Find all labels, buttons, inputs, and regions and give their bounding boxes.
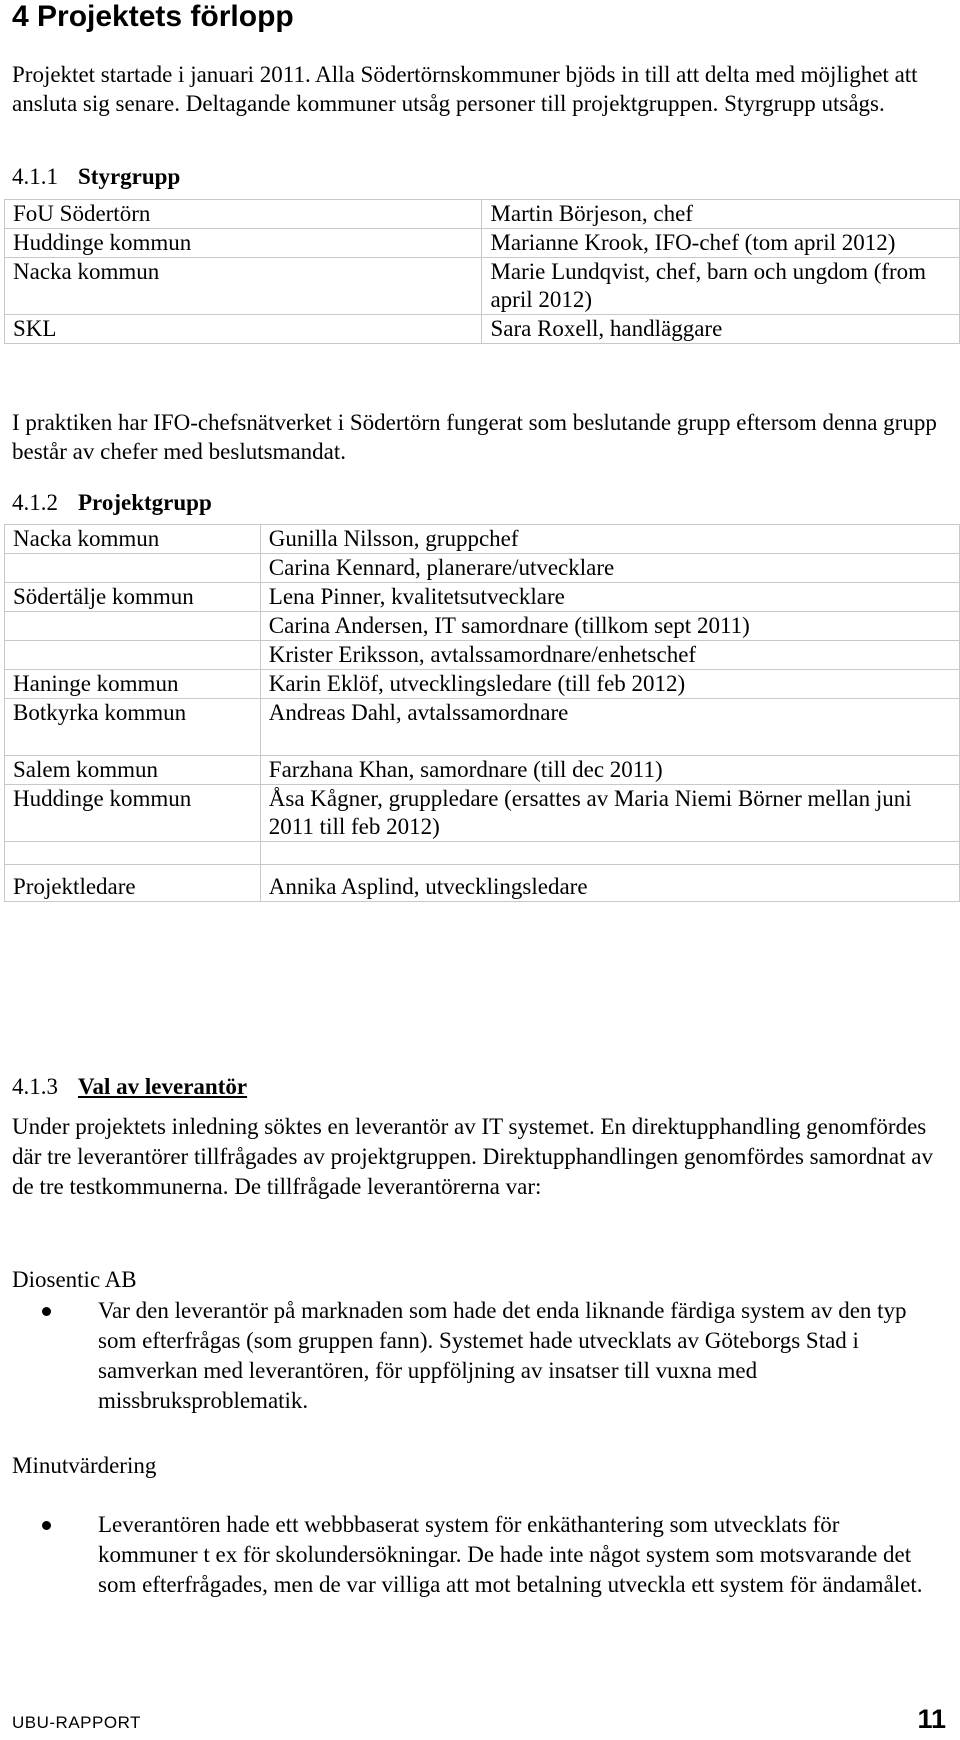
person-cell: Farzhana Khan, samordnare (till dec 2011) bbox=[260, 756, 959, 785]
styrgrupp-number: 4.1.1 bbox=[12, 164, 58, 189]
vendor-description: Var den leverantör på marknaden som hade det enda liknande färdiga system av den typ som efterfrågas (som gruppen fann). Systemet hade utvecklats av Göteborgs Stad i samverkan med leverantören, för uppföljning av insatser till vuxna med missbruksproblematik. bbox=[98, 1298, 907, 1413]
person-cell: Annika Asplind, utvecklingsledare bbox=[260, 865, 959, 902]
list-item bbox=[42, 1510, 942, 1600]
table-row bbox=[5, 315, 960, 344]
projektgrupp-table bbox=[4, 524, 960, 902]
person-cell: Marianne Krook, IFO-chef (tom april 2012) bbox=[482, 229, 960, 258]
projektgrupp-number: 4.1.2 bbox=[12, 490, 58, 515]
table-row bbox=[5, 699, 960, 756]
table-row bbox=[5, 229, 960, 258]
table-row bbox=[5, 842, 960, 865]
vendor-bullet-list bbox=[42, 1296, 942, 1416]
person-cell: Gunilla Nilsson, gruppchef bbox=[260, 525, 959, 554]
section-title: 4 Projektets förlopp bbox=[12, 0, 294, 33]
table-row bbox=[5, 785, 960, 842]
org-cell: Nacka kommun bbox=[5, 258, 482, 315]
vendor-name: Diosentic AB bbox=[12, 1267, 137, 1292]
person-cell bbox=[260, 842, 959, 865]
person-cell: Andreas Dahl, avtalssamordnare bbox=[260, 699, 959, 756]
page-number: 11 bbox=[917, 1704, 946, 1734]
styrgrupp-heading bbox=[12, 162, 180, 191]
styrgrupp-table bbox=[4, 199, 960, 344]
org-cell bbox=[5, 842, 261, 865]
vendor-bullet-list bbox=[42, 1510, 942, 1600]
org-cell bbox=[5, 641, 261, 670]
styrgrupp-title: Styrgrupp bbox=[78, 164, 181, 189]
vendor-name: Minutvärdering bbox=[12, 1453, 157, 1478]
list-item bbox=[42, 1296, 942, 1416]
leverantor-intro: Under projektets inledning söktes en leverantör av IT systemet. En direktupphandling genomfördes där tre leverantörer tillfrågades av projektgruppen. Direktupphandlingen genomfördes samordnat av de tre testkommunerna. De tillfrågade leverantörerna var: bbox=[12, 1114, 933, 1199]
person-cell: Carina Andersen, IT samordnare (tillkom sept 2011) bbox=[260, 612, 959, 641]
org-cell: Nacka kommun bbox=[5, 525, 261, 554]
person-cell: Carina Kennard, planerare/utvecklare bbox=[260, 554, 959, 583]
org-cell: Huddinge kommun bbox=[5, 785, 261, 842]
org-cell: Botkyrka kommun bbox=[5, 699, 261, 756]
bullet-icon bbox=[42, 1307, 51, 1316]
person-cell: Sara Roxell, handläggare bbox=[482, 315, 960, 344]
person-cell: Lena Pinner, kvalitetsutvecklare bbox=[260, 583, 959, 612]
leverantor-heading bbox=[12, 1072, 247, 1101]
org-cell: SKL bbox=[5, 315, 482, 344]
person-cell: Åsa Kågner, gruppledare (ersattes av Maria Niemi Börner mellan juni 2011 till feb 2012) bbox=[260, 785, 959, 842]
projektgrupp-title: Projektgrupp bbox=[78, 490, 212, 515]
person-cell: Krister Eriksson, avtalssamordnare/enhetschef bbox=[260, 641, 959, 670]
table-row bbox=[5, 525, 960, 554]
vendor-description: Leverantören hade ett webbbaserat system för enkäthantering som utvecklats för kommuner t ex för skolundersökningar. De hade inte något system som motsvarande det som efterfrågades, men de var villiga att mot betalning utveckla ett system för ändamålet. bbox=[98, 1512, 923, 1597]
table-row bbox=[5, 583, 960, 612]
table-row bbox=[5, 670, 960, 699]
person-cell: Karin Eklöf, utvecklingsledare (till feb 2012) bbox=[260, 670, 959, 699]
table-row bbox=[5, 756, 960, 785]
org-cell bbox=[5, 554, 261, 583]
leverantor-title: Val av leverantör bbox=[78, 1074, 248, 1099]
org-cell: Salem kommun bbox=[5, 756, 261, 785]
person-cell: Martin Börjeson, chef bbox=[482, 200, 960, 229]
footer-report-name: UBU-RAPPORT bbox=[12, 1713, 141, 1732]
table-row bbox=[5, 200, 960, 229]
table-row bbox=[5, 612, 960, 641]
bullet-icon bbox=[42, 1521, 51, 1530]
projektgrupp-heading bbox=[12, 488, 212, 517]
intro-paragraph: Projektet startade i januari 2011. Alla Södertörnskommuner bjöds in till att delta med möjlighet att ansluta sig senare. Deltagande kommuner utsåg personer till projektgruppen. Styrgrupp utsågs. bbox=[12, 62, 918, 116]
table-row bbox=[5, 641, 960, 670]
org-cell: FoU Södertörn bbox=[5, 200, 482, 229]
org-cell: Projektledare bbox=[5, 865, 261, 902]
person-cell: Marie Lundqvist, chef, barn och ungdom (from april 2012) bbox=[482, 258, 960, 315]
org-cell: Södertälje kommun bbox=[5, 583, 261, 612]
leverantor-number: 4.1.3 bbox=[12, 1074, 58, 1099]
org-cell: Haninge kommun bbox=[5, 670, 261, 699]
table-row bbox=[5, 865, 960, 902]
org-cell bbox=[5, 612, 261, 641]
org-cell: Huddinge kommun bbox=[5, 229, 482, 258]
table-row bbox=[5, 258, 960, 315]
table-row bbox=[5, 554, 960, 583]
styrgrupp-note: I praktiken har IFO-chefsnätverket i Södertörn fungerat som beslutande grupp eftersom denna grupp består av chefer med beslutsmandat. bbox=[12, 410, 937, 464]
